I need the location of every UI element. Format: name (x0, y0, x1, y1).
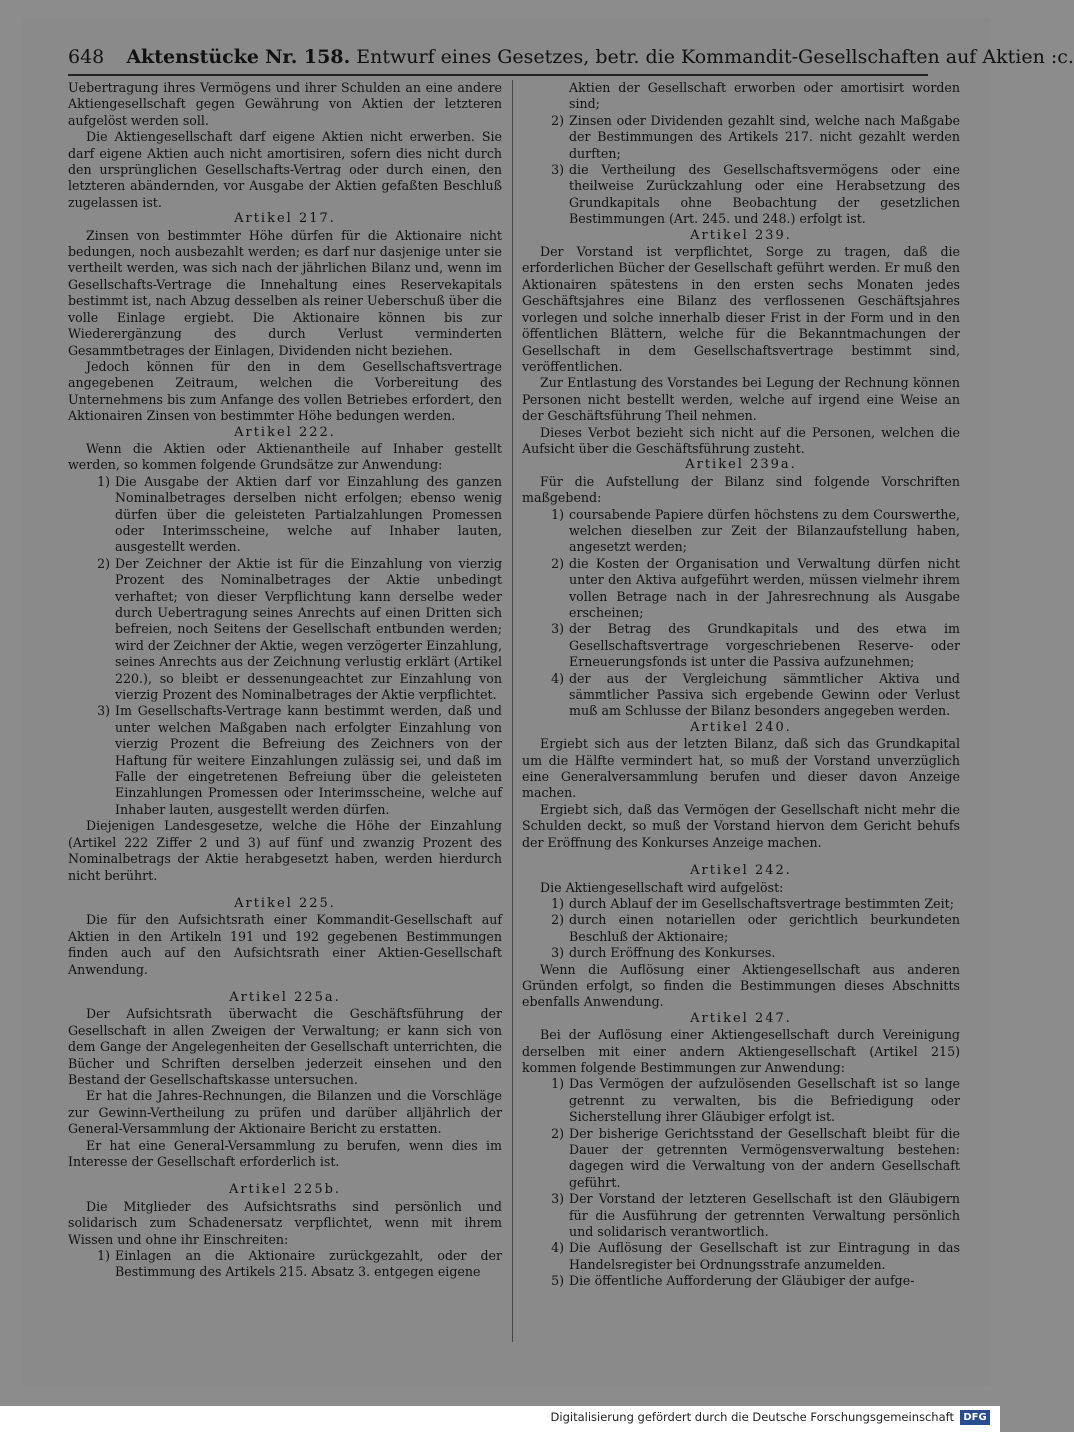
paragraph: Der Vorstand ist verpflichtet, Sorge zu tragen, daß die erforderlichen Bücher der Gesellschaft geführt werden. Er muß den Aktionairen spätestens in den ersten sechs Monaten jedes Geschäftsjahres eine Bilanz des verflossenen Geschäftsjahres vorlegen und solche innerhalb dieser Frist in der Form und in den öffentlichen Blättern, welche für die Bekanntmachungen der Gesellschaft in dem Gesellschaftsvertrage bestimmt sind, veröffentlichen. (522, 244, 960, 374)
list-item (540, 912, 960, 945)
paragraph: Er hat eine General-Versammlung zu berufen, wenn dies im Interesse der Gesellschaft erforderlich ist. (68, 1137, 502, 1169)
paragraph: Zinsen von bestimmter Höhe dürfen für die Aktionaire nicht bedungen, noch ausbezahlt werden; es darf nur dasjenige unter sie vertheilt werden, was sich nach der jährlichen Bilanz und, wenn im Gesellschafts-Vertrage die Innehaltung eines Reservekapitals bestimmt ist, nach Abzug desselben als reiner Ueberschuß über die volle Einlage ergiebt. Die Aktionaire können bis zur Wiederergänzung des durch Verlust verminderten Gesammtbetrages der Einlagen, Dividenden nicht beziehen. (68, 227, 502, 358)
list-item (86, 474, 502, 556)
paragraph: Die für den Aufsichtsrath einer Kommandit-Gesellschaft auf Aktien in den Artikeln 191 und 192 gegebenen Bestimmungen finden auch auf den Aufsichtsrath einer Aktien-Gesellschaft Anwendung. (68, 912, 502, 977)
list-text: Der bisherige Gerichtsstand der Gesellschaft bleibt für die Dauer der getrennten Vermögensverwaltung bestehen: dagegen wird die Verwaltung von der andern Gesellschaft geführt. (569, 1125, 960, 1190)
article-heading: Artikel 225. (234, 895, 336, 911)
footer-credit: Digitalisierung gefördert durch die Deutsche Forschungsgemeinschaft (550, 1410, 954, 1424)
list-item (540, 1076, 960, 1125)
list-text: die Kosten der Organisation und Verwaltung dürfen nicht unter den Aktiva aufgeführt werden, müssen vielmehr ihrem vollen Betrage nach in der Jahresrechnung als Ausgabe erscheinen; (569, 555, 960, 620)
paragraph: Die Aktiengesellschaft wird aufgelöst: (540, 879, 784, 895)
list-text: coursabende Papiere dürfen höchstens zu dem Courswerthe, welchen dieselben zur Zeit der Bilanzaufstellung haben, angesetzt werden; (569, 506, 960, 555)
list-item (540, 162, 960, 228)
list-text: die Vertheilung des Gesellschaftsvermögens oder eine theilweise Zurückzahlung oder eine Herabsetzung des Grundkapitals ohne Beobachtung der gesetzlichen Bestimmungen (Art. 245. und 248.) erfolgt ist. (569, 162, 960, 227)
paragraph: Er hat die Jahres-Rechnungen, die Bilanzen und die Vorschläge zur Gewinn-Vertheilung zu prüfen und darüber alljährlich der General-Versammlung der Aktionaire Bericht zu erstatten. (68, 1088, 502, 1137)
list-text: Zinsen oder Dividenden gezahlt sind, welche nach Maßgabe der Bestimmungen des Artikels 217. nicht gezahlt werden durften; (569, 112, 960, 161)
list-text: der aus der Vergleichung sämmtlicher Aktiva und sämmtlicher Passiva sich ergebende Gewinn oder Verlust muß am Schlusse der Bilanz besonders angegeben werden. (569, 670, 960, 719)
list-item (540, 671, 960, 720)
list-number: 2) (551, 112, 564, 128)
list-item (540, 507, 960, 556)
page-number: 648 (68, 46, 105, 68)
list-text: Das Vermögen der aufzulösenden Gesellschaft ist so lange getrennt zu verwalten, bis die Befriedigung oder Sicherstellung ihrer Gläubiger erfolgt ist. (569, 1076, 960, 1125)
article-heading: Artikel 222. (234, 424, 336, 440)
page-header (68, 46, 1074, 68)
list-text: durch einen notariellen oder gerichtlich beurkundeten Beschluß der Aktionaire; (569, 912, 960, 944)
article-heading: Artikel 242. (690, 863, 792, 879)
dfg-logo: DFG (960, 1410, 990, 1425)
list-number: 1) (97, 1248, 110, 1264)
list-item (540, 113, 960, 162)
paragraph: Wenn die Auflösung einer Aktiengesellschaft aus anderen Gründen erfolgt, so finden die Bestimmungen dieses Abschnitts ebenfalls Anwendung. (522, 961, 960, 1010)
article-heading: Artikel 239. (690, 227, 792, 243)
list-item (86, 1248, 502, 1281)
list-item (540, 945, 960, 961)
digitization-footer (0, 1406, 1000, 1432)
paragraph: Ergiebt sich, daß das Vermögen der Gesellschaft nicht mehr die Schulden deckt, so muß der Vorstand hiervon dem Gericht behufs der Eröffnung des Konkurses Anzeige machen. (522, 801, 960, 850)
list-item (540, 896, 960, 912)
list-text: der Betrag des Grundkapitals und des etwa im Gesellschaftsvertrage vorgeschriebenen Reserve- oder Erneuerungsfonds ist unter die Passiva aufzunehmen; (569, 621, 960, 670)
paragraph: Zur Entlastung des Vorstandes bei Legung der Rechnung können Personen nicht bestellt werden, welche auf irgend eine Weise an der Geschäftsführung Theil nehmen. (522, 375, 960, 424)
list-text: Im Gesellschafts-Vertrage kann bestimmt werden, daß und unter welchen Maßgaben nach erfolgter Einzahlung von vierzig Prozent die Befreiung des Zeichners von der Haftung für weitere Einzahlungen zulässig sei, und daß im Falle der eingetretenen Befreiung über die geleisteten Einzahlungen Promessen oder Interimsscheine, welche auf Inhaber lauten, ausgestellt werden dürfen. (115, 703, 502, 817)
list-number: 5) (551, 1273, 564, 1289)
document-page (22, 18, 1074, 1386)
article-heading: Artikel 225b. (228, 1182, 342, 1198)
paragraph: Wenn die Aktien oder Aktienantheile auf Inhaber gestellt werden, so kommen folgende Grundsätze zur Anwendung: (68, 440, 502, 473)
article-heading: Artikel 217. (234, 211, 336, 227)
list-item (540, 556, 960, 622)
list-item (540, 621, 960, 670)
paragraph: Jedoch können für den in dem Gesellschaftsvertrage angegebenen Zeitraum, welchen die Vorbereitung des Unternehmens bis zum Anfange des vollen Betriebes erfordert, den Aktionairen Zinsen von bestimmter Höhe bedungen werden. (68, 358, 502, 424)
list-number: 3) (551, 945, 564, 961)
list-item (86, 556, 502, 704)
article-heading: Artikel 247. (690, 1010, 792, 1026)
right-column (522, 80, 960, 1290)
list-text: Einlagen an die Aktionaire zurückgezahlt, oder der Bestimmung des Artikels 215. Absatz 3. entgegen eigene (115, 1248, 502, 1280)
doc-label: Aktenstücke (126, 46, 260, 68)
list-number: 4) (551, 670, 564, 686)
header-rule (68, 74, 928, 76)
list-item (540, 1126, 960, 1192)
paragraph: Die Mitglieder des Aufsichtsraths sind persönlich und solidarisch zum Schadenersatz verpflichtet, wenn mit ihrem Wissen und ohne ihr Einschreiten: (68, 1198, 502, 1247)
list-number: 3) (551, 162, 564, 178)
list-number: 2) (551, 555, 564, 571)
list-item (540, 1191, 960, 1240)
list-text: Der Zeichner der Aktie ist für die Einzahlung von vierzig Prozent des Nominalbetrages der Aktie unbedingt verhaftet; von dieser Verpflichtung kann derselbe weder durch Uebertragung seines Anrechts auf einen Dritten sich befreien, noch Seitens der Gesellschaft entbunden werden; wird der Zeichner der Aktie, wegen verzögerter Einzahlung, seines Anrechts aus der Zeichnung verlustig erklärt (Artikel 220.), so bleibt er dessenungeachtet zur Einzahlung von vierzig Prozent des Nominalbetrages der Aktie verpflichtet. (115, 555, 502, 703)
article-heading: Artikel 240. (690, 719, 792, 735)
list-text: durch Ablauf der im Gesellschaftsvertrage bestimmten Zeit; (569, 895, 954, 911)
paragraph: Uebertragung ihres Vermögens und ihrer Schulden an eine andere Aktiengesellschaft gegen Gewährung von Aktien der letzteren aufgelöst werden soll. (68, 80, 502, 128)
list-item (86, 703, 502, 818)
paragraph: Der Aufsichtsrath überwacht die Geschäftsführung der Gesellschaft in allen Zweigen der Verwaltung; er kann sich von dem Gange der Angelegenheiten der Gesellschaft unterrichten, die Bücher und Schriften derselben jederzeit einsehen und den Bestand der Gesellschaftskasse untersuchen. (68, 1006, 502, 1087)
list-number: 3) (97, 703, 110, 719)
list-item (540, 1240, 960, 1273)
list-number: 1) (551, 506, 564, 522)
paragraph: Für die Aufstellung der Bilanz sind folgende Vorschriften maßgebend: (522, 473, 960, 506)
list-number: 1) (551, 1076, 564, 1092)
article-heading: Artikel 225a. (229, 989, 341, 1005)
list-text: Die Ausgabe der Aktien darf vor Einzahlung des ganzen Nominalbetrages derselben nicht erfolgen; ebenso wenig dürfen über die geleisteten Partialzahlungen Promessen oder Interimsscheine, welche auf Inhaber lauten, ausgestellt werden. (115, 473, 502, 555)
list-text: Die öffentliche Aufforderung der Gläubiger der aufge- (569, 1273, 915, 1289)
list-item (540, 1273, 960, 1289)
list-number: 1) (97, 473, 110, 489)
paragraph: Ergiebt sich aus der letzten Bilanz, daß sich das Grundkapital um die Hälfte vermindert hat, so muß der Vorstand unverzüglich eine Generalversammlung berufen und dieser davon Anzeige machen. (522, 736, 960, 801)
paragraph: Die Aktiengesellschaft darf eigene Aktien nicht erwerben. Sie darf eigene Aktien auch nicht amortisiren, sofern dies nicht durch den ursprünglichen Gesellschafts-Vertrag oder durch einen, den letzteren abändernden, vor Ausgabe der Aktien gefaßten Beschluß zugelassen ist. (68, 129, 502, 210)
paragraph: Diejenigen Landesgesetze, welche die Höhe der Einzahlung (Artikel 222 Ziffer 2 und 3) auf fünf und zwanzig Prozent des Nominalbetrags der Aktie herabgesetzt haben, werden hierdurch nicht berührt. (68, 818, 502, 883)
list-number: 1) (551, 895, 564, 911)
column-divider (512, 80, 513, 1342)
list-number: 3) (551, 1191, 564, 1207)
list-item (540, 80, 960, 113)
paragraph: Bei der Auflösung einer Aktiengesellschaft durch Vereinigung derselben mit einer andern Aktiengesellschaft (Artikel 215) kommen folgende Bestimmungen zur Anwendung: (522, 1027, 960, 1075)
doc-number: Nr. 158. (265, 46, 351, 68)
article-heading: Artikel 239a. (685, 457, 797, 473)
list-text: Die Auflösung der Gesellschaft ist zur Eintragung in das Handelsregister bei Ordnungsstrafe anzumelden. (569, 1240, 960, 1272)
list-text: durch Eröffnung des Konkurses. (569, 945, 776, 961)
doc-title: Entwurf eines Gesetzes, betr. die Kommandit-Gesellschaften auf Aktien :c. (356, 46, 1074, 68)
list-text: Aktien der Gesellschaft erworben oder amortisirt worden sind; (569, 80, 960, 112)
paragraph: Dieses Verbot bezieht sich nicht auf die Personen, welchen die Aufsicht über die Geschäftsführung zusteht. (522, 424, 960, 456)
list-text: Der Vorstand der letzteren Gesellschaft ist den Gläubigern für die Ausführung der getrennten Verwaltung persönlich und solidarisch verantwortlich. (569, 1191, 960, 1240)
left-column (68, 80, 502, 1281)
list-number: 2) (97, 555, 110, 571)
list-number: 2) (551, 1125, 564, 1141)
list-number: 3) (551, 621, 564, 637)
list-number: 4) (551, 1240, 564, 1256)
list-number: 2) (551, 912, 564, 928)
